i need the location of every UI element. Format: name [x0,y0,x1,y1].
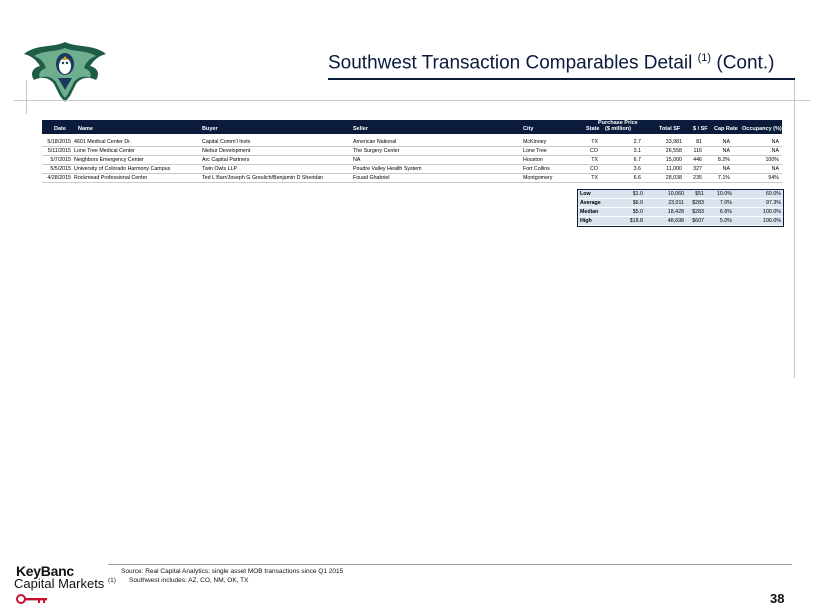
summary-stats [577,189,784,227]
cell-name: 4601 Medical Center Dr. [74,139,132,145]
cell-buyer: Capital Comm'l Invts [202,139,251,145]
cell-name: Neighbors Emergency Center [74,157,144,163]
cell-price: 3.1 [633,148,641,154]
title-tail: (Cont.) [711,52,775,74]
cell-buyer: Ted L Barr/Joseph G Greulich/Benjamin D Sheridan [202,175,324,181]
source-note: Source: Real Capital Analytics; single asset MOB transactions since Q1 2015 [121,568,344,575]
cell-city: McKinney [523,139,547,145]
stat-price: $1.0 [632,191,643,197]
cell-name: Lone Tree Medical Center [74,148,135,154]
header-total-sf: Total SF [659,126,681,132]
cell-name: University of Colorado Harmony Campus [74,166,171,172]
cell-seller: Poudre Valley Health System [353,166,422,172]
cell-state: TX [591,157,598,163]
cell-seller: American National [353,139,397,145]
cell-per-sf: 81 [696,139,702,145]
brand-name: KeyBanc [16,563,74,579]
header-date: Date [54,126,66,132]
stat-label: High [580,218,592,224]
cell-total-sf: 11,000 [666,166,682,172]
stat-total-sf: 18,428 [667,209,684,215]
title-footnote-ref: (1) [697,52,712,64]
stat-cap-rate: 10.0% [716,191,732,197]
cell-date: 5/18/2015 [47,139,71,145]
stat-price: $6.0 [632,200,643,206]
table-header [42,120,782,134]
cell-per-sf: 327 [693,166,702,172]
cell-state: CO [590,148,598,154]
header-state: State [586,126,600,132]
cell-occupancy: 100% [765,157,779,163]
top-divider [14,100,810,101]
stat-total-sf: 10,060 [667,191,684,197]
header-name: Name [78,126,93,132]
right-divider [794,80,795,378]
stats-row-high [578,217,783,226]
cell-date: 5/11/2015 [47,148,71,154]
cell-date: 5/7/2015 [50,157,71,163]
stat-per-sf: $283 [692,209,704,215]
footer-rule [108,564,792,565]
stat-label: Median [580,209,599,215]
key-icon [16,593,50,605]
stats-row-average [578,199,783,208]
cell-total-sf: 26,558 [665,148,682,154]
header-city: City [523,126,534,132]
cell-buyer: Niebur Development [202,148,251,154]
cell-state: CO [590,166,598,172]
cell-occupancy: 94% [768,175,779,181]
footnote-text: Southwest includes: AZ, CO, NM, OK, TX [129,577,249,584]
cell-cap-rate: NA [722,148,730,154]
table-row [42,165,782,174]
stat-cap-rate: 6.6% [719,209,732,215]
cell-per-sf: 116 [693,148,702,154]
header-seller: Seller [353,126,368,132]
cell-state: TX [591,175,598,181]
cell-city: Fort Collins [523,166,550,172]
header-purchase-price: ($ million) [605,126,631,132]
cell-city: Houston [523,157,543,163]
stat-price: $18.8 [629,218,643,224]
stat-cap-rate: 5.0% [719,218,732,224]
cell-price: 2.7 [633,139,641,145]
cell-cap-rate: 8.2% [717,157,730,163]
cell-date: 4/28/2015 [47,175,71,181]
table-row [42,138,782,147]
cell-per-sf: 235 [693,175,702,181]
cell-price: 6.6 [633,175,641,181]
stat-per-sf: $283 [692,200,704,206]
header-purchase-price-top: Purchase Price [598,120,638,126]
cell-date: 5/5/2015 [50,166,71,172]
cell-buyer: Arc Capital Partners [202,157,250,163]
table-row [42,174,782,183]
stat-cap-rate: 7.0% [719,200,732,206]
stat-occupancy: 60.0% [765,191,781,197]
stat-per-sf: $51 [695,191,704,197]
header-per-sf: $ / SF [693,126,708,132]
stat-price: $5.0 [632,209,643,215]
title-rule [328,78,795,80]
cell-cap-rate: NA [722,166,730,172]
cell-price: 3.6 [633,166,641,172]
hawk-logo [22,38,108,104]
cell-total-sf: 28,038 [665,175,682,181]
stats-row-low [578,190,783,199]
header-cap-rate: Cap Rate [714,126,738,132]
cell-price: 6.7 [633,157,641,163]
table-row [42,156,782,165]
footnote-number: (1) [108,577,116,584]
stat-occupancy: 100.0% [763,209,781,215]
header-buyer: Buyer [202,126,218,132]
cell-occupancy: NA [771,139,779,145]
page-title [328,52,774,74]
cell-per-sf: 446 [693,157,702,163]
stat-total-sf: 23,011 [668,200,684,206]
stat-label: Average [580,200,601,206]
stat-per-sf: $607 [692,218,704,224]
stat-occupancy: 97.3% [765,200,781,206]
stat-total-sf: 48,698 [667,218,684,224]
cell-cap-rate: NA [722,139,730,145]
table-row [42,147,782,156]
cell-name: Rockmead Professional Center [74,175,148,181]
title-text: Southwest Transaction Comparables Detail [328,52,698,74]
cell-seller: NA [353,157,361,163]
stat-label: Low [580,191,591,197]
stat-occupancy: 100.0% [763,218,781,224]
left-divider [26,80,27,114]
cell-city: Lone Tree [523,148,547,154]
header-occupancy: Occupancy (%) [742,126,782,132]
brand-subtitle: Capital Markets [14,576,105,591]
cell-seller: Fouad Ghabriel [353,175,390,181]
cell-city: Montgomery [523,175,553,181]
page-number: 38 [770,591,785,606]
cell-seller: The Surgery Center [353,148,400,154]
cell-buyer: Twin Owls LLP [202,166,238,172]
cell-cap-rate: 7.1% [717,175,730,181]
cell-state: TX [591,139,598,145]
stats-row-median [578,208,783,217]
cell-total-sf: 33,981 [665,139,682,145]
cell-total-sf: 15,000 [665,157,682,163]
cell-occupancy: NA [771,166,779,172]
cell-occupancy: NA [771,148,779,154]
